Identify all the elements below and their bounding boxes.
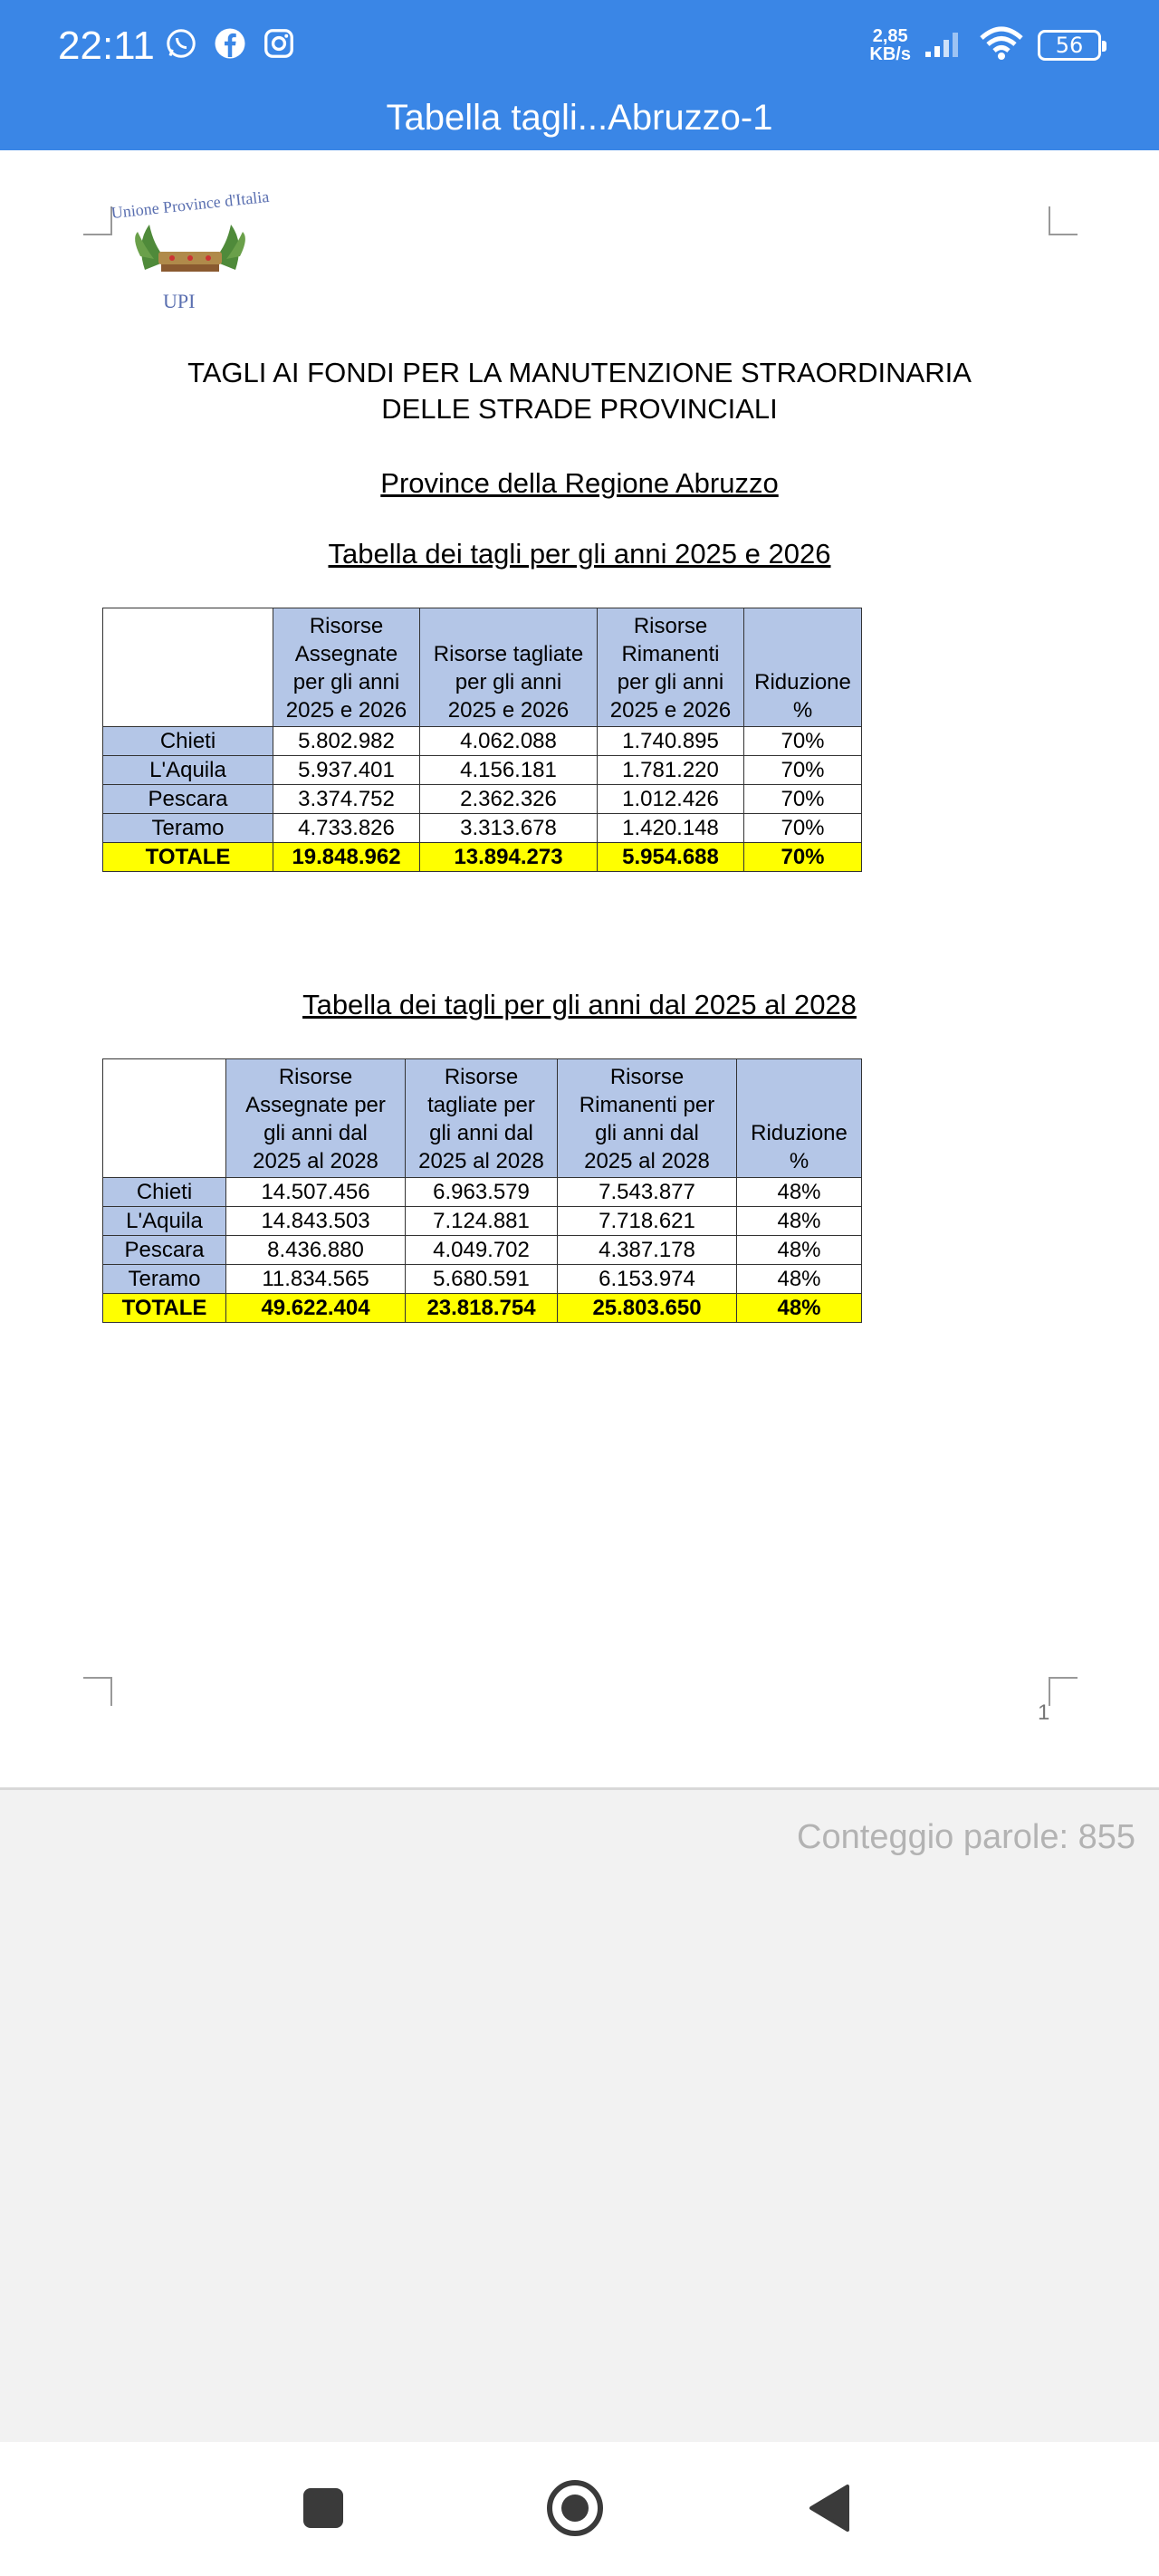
table-cell: 4.733.826 <box>273 814 420 843</box>
table-cell: 5.937.401 <box>273 756 420 785</box>
table-row <box>103 814 862 843</box>
province-cell: Teramo <box>103 1265 226 1294</box>
table-cell: 14.507.456 <box>226 1178 406 1207</box>
table-cell: 1.740.895 <box>598 727 744 756</box>
header-reduction: Riduzione % <box>737 1059 862 1178</box>
table-cell: 1.012.426 <box>598 785 744 814</box>
table-row <box>103 756 862 785</box>
table-cell: 14.843.503 <box>226 1207 406 1236</box>
table-row <box>103 727 862 756</box>
margin-corner-mark <box>1049 206 1078 235</box>
cuts-table-2025-2026 <box>102 608 862 872</box>
instagram-icon <box>261 25 297 62</box>
total-row <box>103 1294 862 1323</box>
table-cell: 4.387.178 <box>558 1236 737 1265</box>
app-top-bar <box>0 0 1159 150</box>
table-cell: 7.718.621 <box>558 1207 737 1236</box>
table-cell: 70% <box>744 814 862 843</box>
document-title[interactable]: Tabella tagli...Abruzzo-1 <box>386 98 773 138</box>
table2-caption: Tabella dei tagli per gli anni dal 2025 al 2028 <box>302 989 857 1020</box>
status-time: 22:11 <box>58 24 155 68</box>
network-speed: 2,85 KB/s <box>869 26 911 64</box>
upi-logo: Unione Province d'Italia UPI <box>110 187 271 312</box>
province-cell: L'Aquila <box>103 1207 226 1236</box>
whatsapp-icon <box>163 25 199 62</box>
table-cell: 70% <box>744 785 862 814</box>
facebook-icon <box>212 25 248 62</box>
province-cell: Pescara <box>103 785 273 814</box>
total-cell: 49.622.404 <box>226 1294 406 1323</box>
total-cell: 48% <box>737 1294 862 1323</box>
back-triangle-icon <box>806 2483 851 2537</box>
table-row <box>103 1236 862 1265</box>
cuts-table-2025-2028 <box>102 1058 862 1323</box>
table-cell: 4.049.702 <box>406 1236 558 1265</box>
table-cell: 1.781.220 <box>598 756 744 785</box>
total-label: TOTALE <box>103 843 273 872</box>
margin-corner-mark <box>83 1677 112 1706</box>
province-cell: Teramo <box>103 814 273 843</box>
header-assigned: Risorse Assegnate per gli anni 2025 e 2026 <box>273 608 420 727</box>
document-page[interactable] <box>0 150 1159 1790</box>
document-subheading: Province della Regione Abruzzo <box>380 467 779 499</box>
table-cell: 3.313.678 <box>420 814 598 843</box>
header-assigned: Risorse Assegnate per gli anni dal 2025 al 2028 <box>226 1059 406 1178</box>
margin-corner-mark <box>1049 1677 1078 1706</box>
table-cell: 48% <box>737 1207 862 1236</box>
table-row <box>103 1265 862 1294</box>
empty-header-cell <box>103 1059 226 1178</box>
header-remaining: Risorse Rimanenti per gli anni 2025 e 2026 <box>598 608 744 727</box>
table-cell: 5.802.982 <box>273 727 420 756</box>
table-row <box>103 1207 862 1236</box>
table-header-row <box>103 608 862 727</box>
total-cell: 25.803.650 <box>558 1294 737 1323</box>
empty-header-cell <box>103 608 273 727</box>
table-cell: 6.963.579 <box>406 1178 558 1207</box>
table-cell: 11.834.565 <box>226 1265 406 1294</box>
table-row <box>103 785 862 814</box>
word-count: Conteggio parole: 855 <box>797 1818 1135 1856</box>
table-cell: 8.436.880 <box>226 1236 406 1265</box>
page-number: 1 <box>1038 1700 1050 1725</box>
table-cell: 1.420.148 <box>598 814 744 843</box>
table-cell: 48% <box>737 1236 862 1265</box>
table-cell: 7.543.877 <box>558 1178 737 1207</box>
signal-icon <box>924 28 965 62</box>
total-cell: 19.848.962 <box>273 843 420 872</box>
province-cell: Chieti <box>103 1178 226 1207</box>
table-cell: 4.156.181 <box>420 756 598 785</box>
back-button[interactable] <box>797 2478 860 2542</box>
province-cell: Chieti <box>103 727 273 756</box>
province-cell: L'Aquila <box>103 756 273 785</box>
total-cell: 70% <box>744 843 862 872</box>
document-heading: TAGLI AI FONDI PER LA MANUTENZIONE STRAORDINARIA DELLE STRADE PROVINCIALI <box>187 357 972 425</box>
header-reduction: Riduzione % <box>744 608 862 727</box>
table-row <box>103 1178 862 1207</box>
table1-caption: Tabella dei tagli per gli anni 2025 e 2026 <box>328 538 831 570</box>
system-nav-bar <box>0 2442 1159 2576</box>
home-button[interactable] <box>543 2478 607 2542</box>
header-cut: Risorse tagliate per gli anni 2025 e 2026 <box>420 608 598 727</box>
table-cell: 3.374.752 <box>273 785 420 814</box>
total-cell: 13.894.273 <box>420 843 598 872</box>
total-cell: 23.818.754 <box>406 1294 558 1323</box>
table-cell: 48% <box>737 1178 862 1207</box>
table-cell: 7.124.881 <box>406 1207 558 1236</box>
table-cell: 70% <box>744 756 862 785</box>
province-cell: Pescara <box>103 1236 226 1265</box>
wifi-icon <box>978 25 1025 65</box>
total-row <box>103 843 862 872</box>
table-cell: 5.680.591 <box>406 1265 558 1294</box>
recents-button[interactable] <box>292 2478 355 2542</box>
table-cell: 6.153.974 <box>558 1265 737 1294</box>
header-cut: Risorse tagliate per gli anni dal 2025 al 2028 <box>406 1059 558 1178</box>
square-icon <box>302 2486 345 2533</box>
home-circle-icon <box>545 2478 605 2542</box>
table-cell: 4.062.088 <box>420 727 598 756</box>
battery-icon: 56 <box>1038 30 1101 61</box>
table-cell: 48% <box>737 1265 862 1294</box>
total-label: TOTALE <box>103 1294 226 1323</box>
total-cell: 5.954.688 <box>598 843 744 872</box>
header-remaining: Risorse Rimanenti per gli anni dal 2025 al 2028 <box>558 1059 737 1178</box>
table-cell: 2.362.326 <box>420 785 598 814</box>
table-header-row <box>103 1059 862 1178</box>
table-cell: 70% <box>744 727 862 756</box>
